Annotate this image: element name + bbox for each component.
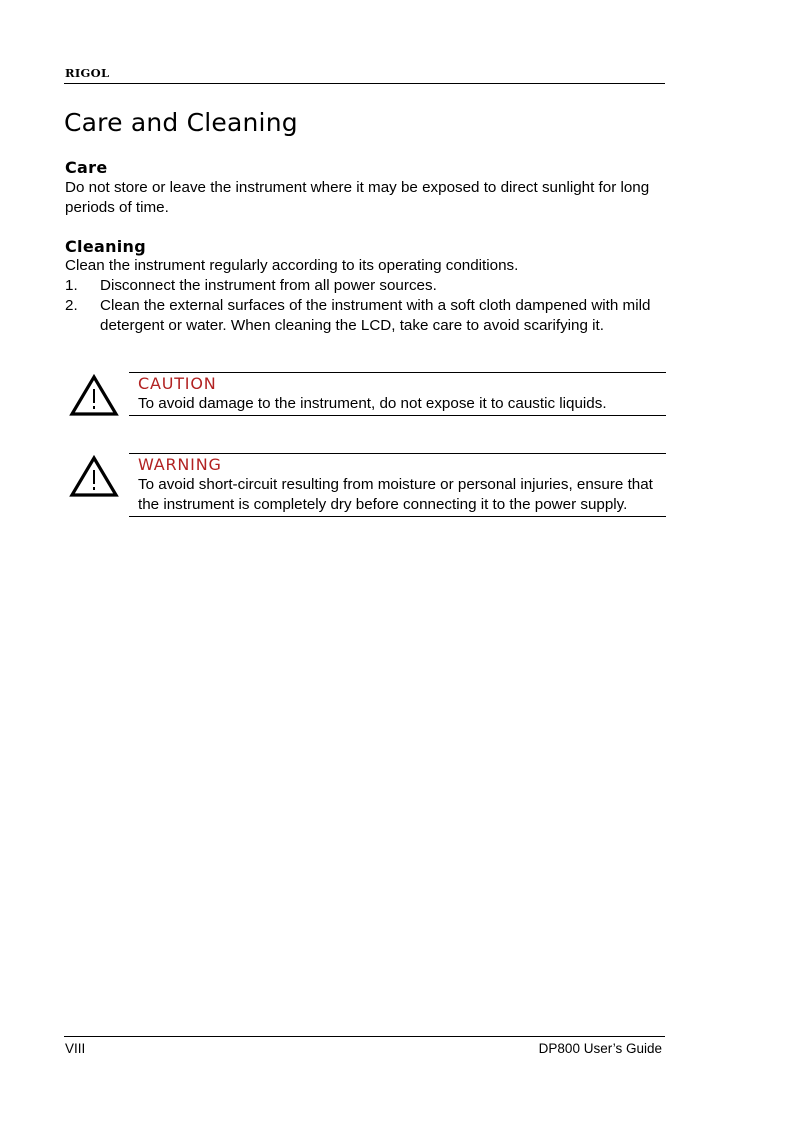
header-brand: RIGOL <box>65 66 110 80</box>
cleaning-intro: Clean the instrument regularly according to its operating conditions. <box>65 257 519 274</box>
care-text: Do not store or leave the instrument where it may be exposed to direct sunlight for long periods of time. <box>65 179 650 216</box>
caution-warning-triangle-icon <box>69 374 119 416</box>
list-item-text: Clean the external surfaces of the instrument with a soft cloth dampened with mild detergent or water. When cleaning the LCD, take care to avoid scarifying it. <box>100 297 651 334</box>
list-item-text: Disconnect the instrument from all power sources. <box>100 277 437 294</box>
caution-label: CAUTION <box>138 374 217 393</box>
header-rule <box>64 83 665 84</box>
footer-doc-title: DP800 User’s Guide <box>538 1041 662 1056</box>
list-item-number: 2. <box>65 297 78 314</box>
warning-notice <box>129 453 666 517</box>
caution-notice <box>129 372 666 416</box>
list-item <box>65 276 665 296</box>
footer-rule <box>64 1036 665 1037</box>
list-item <box>65 296 665 336</box>
footer-page-number: VIII <box>65 1041 86 1056</box>
warning-text: To avoid short-circuit resulting from moisture or personal injuries, ensure that the instrument is completely dry before connecting it to the power supply. <box>138 476 653 513</box>
warning-label: WARNING <box>138 455 222 474</box>
page-title: Care and Cleaning <box>64 108 298 137</box>
care-heading: Care <box>65 158 108 177</box>
cleaning-heading: Cleaning <box>65 237 146 256</box>
warning-warning-triangle-icon <box>69 455 119 497</box>
caution-text: To avoid damage to the instrument, do not expose it to caustic liquids. <box>138 395 607 412</box>
list-item-number: 1. <box>65 277 78 294</box>
cleaning-steps-list <box>65 276 665 336</box>
